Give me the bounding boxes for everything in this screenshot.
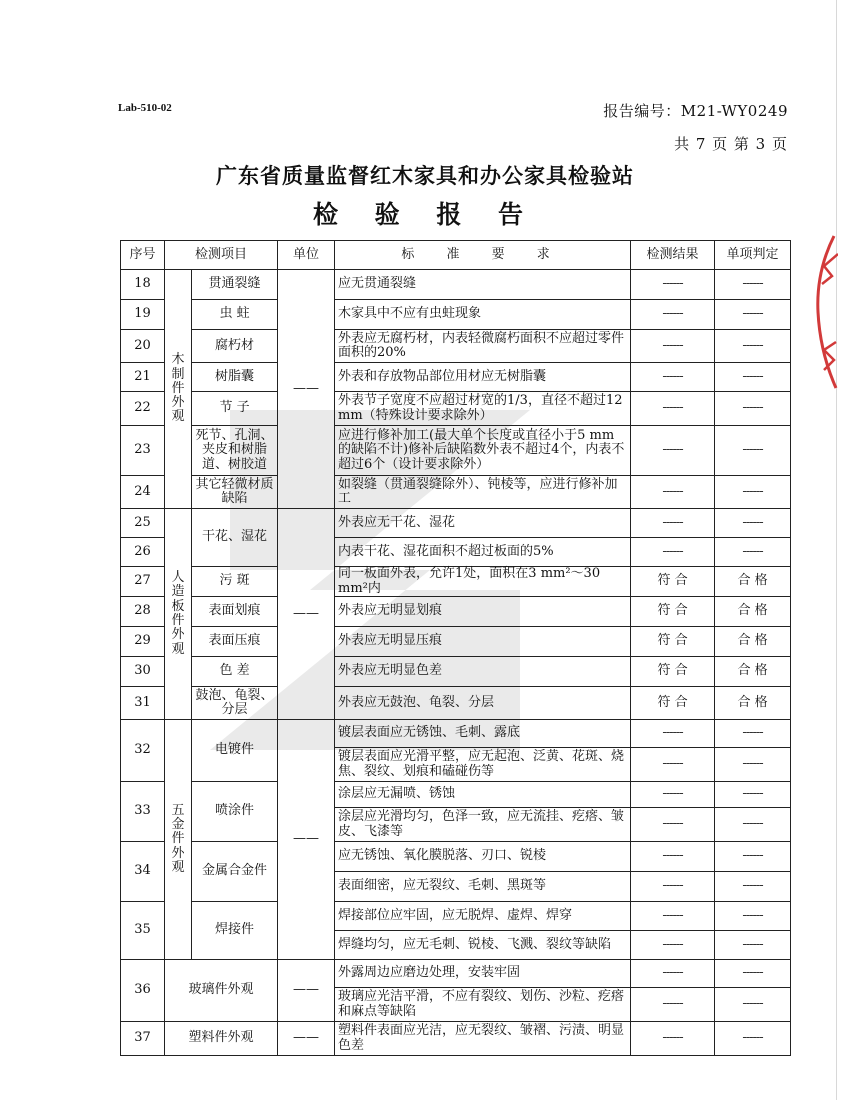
- result: ------: [631, 363, 715, 392]
- item-name: 表面压痕: [192, 627, 278, 657]
- judgment: ------: [715, 363, 791, 392]
- item-name: 焊接件: [192, 902, 278, 960]
- result: ------: [631, 300, 715, 330]
- item-name: 色 差: [192, 657, 278, 687]
- item-name: 金属合金件: [192, 842, 278, 902]
- table-row: [121, 627, 791, 657]
- table-row: [121, 657, 791, 687]
- result: ------: [631, 748, 715, 782]
- header-item: 检测项目: [165, 241, 278, 270]
- judgment: ------: [715, 509, 791, 538]
- requirement: 外表应无明显色差: [335, 657, 631, 687]
- table-row: [121, 1022, 791, 1056]
- result: ------: [631, 509, 715, 538]
- row-number: 32: [121, 720, 165, 782]
- judgment: ------: [715, 426, 791, 476]
- requirement: 外表应无腐朽材，内表轻微腐朽面积不应超过零件面积的20%: [335, 330, 631, 363]
- judgment: ------: [715, 782, 791, 808]
- row-number: 30: [121, 657, 165, 687]
- requirement: 涂层应无漏喷、锈蚀: [335, 782, 631, 808]
- inspection-table: [120, 240, 791, 1056]
- result: ------: [631, 902, 715, 931]
- item-name: 树脂囊: [192, 363, 278, 392]
- requirement: 外表节子宽度不应超过材宽的1/3，直径不超过12 mm（特殊设计要求除外）: [335, 392, 631, 426]
- requirement: 木家具中不应有虫蛀现象: [335, 300, 631, 330]
- judgment: ------: [715, 392, 791, 426]
- requirement: 如裂缝（贯通裂缝除外）、钝棱等，应进行修补加工: [335, 476, 631, 509]
- judgment: ------: [715, 808, 791, 842]
- judgment: 合 格: [715, 627, 791, 657]
- result: ------: [631, 782, 715, 808]
- result: ------: [631, 270, 715, 300]
- judgment: 合 格: [715, 597, 791, 627]
- judgment: ------: [715, 902, 791, 931]
- row-number: 19: [121, 300, 165, 330]
- requirement: 焊缝均匀，应无毛刺、锐棱、飞溅、裂纹等缺陷: [335, 931, 631, 960]
- row-number: 27: [121, 567, 165, 597]
- requirement: 镀层表面应光滑平整，应无起泡、泛黄、花斑、烧焦、裂纹、划痕和磕碰伤等: [335, 748, 631, 782]
- judgment: ------: [715, 960, 791, 988]
- lab-code: Lab-510-02: [118, 102, 172, 114]
- judgment: 合 格: [715, 567, 791, 597]
- item-name: 贯通裂缝: [192, 270, 278, 300]
- item-name: 死节、孔洞、夹皮和树脂道、树胶道: [192, 426, 278, 476]
- requirement: 同一板面外表，允许1处，面积在3 mm²～30 mm²内: [335, 567, 631, 597]
- header-judgment: 单项判定: [715, 241, 791, 270]
- document-title: 检 验 报 告: [312, 200, 538, 229]
- result: ------: [631, 426, 715, 476]
- table-row: [121, 392, 791, 426]
- item-name: 电镀件: [192, 720, 278, 782]
- group-label-text: 人造板件外观: [171, 570, 185, 657]
- judgment: 合 格: [715, 687, 791, 720]
- group-label-wood: [165, 270, 192, 509]
- item-name: 鼓泡、龟裂、分层: [192, 687, 278, 720]
- item-name: 表面划痕: [192, 597, 278, 627]
- page-info: 共 7 页 第 3 页: [674, 135, 788, 153]
- result: ------: [631, 872, 715, 902]
- unit-cell: ——: [278, 960, 335, 1022]
- table-row: [121, 300, 791, 330]
- row-number: 28: [121, 597, 165, 627]
- requirement: 焊接部位应牢固，应无脱焊、虚焊、焊穿: [335, 902, 631, 931]
- report-number: 报告编号：M21-WY0249: [603, 102, 788, 120]
- header-result: 检测结果: [631, 241, 715, 270]
- result: ------: [631, 842, 715, 872]
- item-name: 塑料件外观: [165, 1022, 278, 1056]
- result: ------: [631, 330, 715, 363]
- table-row: [121, 476, 791, 509]
- result: ------: [631, 931, 715, 960]
- row-number: 25: [121, 509, 165, 538]
- judgment: ------: [715, 872, 791, 902]
- judgment: ------: [715, 538, 791, 567]
- judgment: ------: [715, 720, 791, 748]
- row-number: 31: [121, 687, 165, 720]
- requirement: 外表和存放物品部位用材应无树脂囊: [335, 363, 631, 392]
- requirement: 外露周边应磨边处理，安装牢固: [335, 960, 631, 988]
- judgment: ------: [715, 988, 791, 1022]
- group-label-text: 木制件外观: [171, 352, 185, 425]
- row-number: 24: [121, 476, 165, 509]
- result: ------: [631, 476, 715, 509]
- row-number: 23: [121, 426, 165, 476]
- requirement: 内表干花、湿花面积不超过板面的5%: [335, 538, 631, 567]
- result: 符 合: [631, 687, 715, 720]
- result: ------: [631, 808, 715, 842]
- group-label-panel: [165, 509, 192, 720]
- row-number: 21: [121, 363, 165, 392]
- judgment: ------: [715, 931, 791, 960]
- table-row: [121, 687, 791, 720]
- judgment: ------: [715, 748, 791, 782]
- item-name: 玻璃件外观: [165, 960, 278, 1022]
- result: ------: [631, 1022, 715, 1056]
- table-row: [121, 426, 791, 476]
- requirement: 表面细密，应无裂纹、毛刺、黑斑等: [335, 872, 631, 902]
- unit-cell: ——: [278, 509, 335, 720]
- item-name: 污 斑: [192, 567, 278, 597]
- result: ------: [631, 392, 715, 426]
- table-row: [121, 782, 791, 808]
- organization-title: 广东省质量监督红木家具和办公家具检验站: [216, 164, 634, 188]
- item-name: 虫 蛀: [192, 300, 278, 330]
- table-row: [121, 720, 791, 748]
- requirement: 应进行修补加工(最大单个长度或直径小于5 mm的缺陷不计)修补后缺陷数外表不超过4个，内表不超过6个（设计要求除外）: [335, 426, 631, 476]
- judgment: ------: [715, 270, 791, 300]
- judgment: ------: [715, 1022, 791, 1056]
- judgment: ------: [715, 300, 791, 330]
- result: 符 合: [631, 567, 715, 597]
- row-number: 34: [121, 842, 165, 902]
- table-row: [121, 270, 791, 300]
- table-row: [121, 842, 791, 872]
- result: 符 合: [631, 657, 715, 687]
- item-name: 节 子: [192, 392, 278, 426]
- result: ------: [631, 720, 715, 748]
- header-no: 序号: [121, 241, 165, 270]
- result: ------: [631, 538, 715, 567]
- table-header-row: [121, 241, 791, 270]
- row-number: 29: [121, 627, 165, 657]
- requirement: 外表应无鼓泡、龟裂、分层: [335, 687, 631, 720]
- result: 符 合: [631, 597, 715, 627]
- requirement: 外表应无干花、湿花: [335, 509, 631, 538]
- requirement: 涂层应光滑均匀，色泽一致，应无流挂、疙瘩、皱皮、飞漆等: [335, 808, 631, 842]
- row-number: 20: [121, 330, 165, 363]
- result: ------: [631, 960, 715, 988]
- red-seal-stamp: [812, 232, 838, 392]
- table-row: [121, 902, 791, 931]
- row-number: 18: [121, 270, 165, 300]
- table-row: [121, 597, 791, 627]
- table-row: [121, 363, 791, 392]
- row-number: 26: [121, 538, 165, 567]
- table-row: [121, 960, 791, 988]
- table-row: [121, 567, 791, 597]
- requirement: 外表应无明显压痕: [335, 627, 631, 657]
- item-name: 腐朽材: [192, 330, 278, 363]
- item-name: 干花、湿花: [192, 509, 278, 567]
- row-number: 37: [121, 1022, 165, 1056]
- group-label-text: 五金件外观: [171, 802, 185, 875]
- requirement: 外表应无明显划痕: [335, 597, 631, 627]
- unit-cell: ——: [278, 1022, 335, 1056]
- unit-cell: ——: [278, 270, 335, 509]
- row-number: 36: [121, 960, 165, 1022]
- requirement: 塑料件表面应光洁，应无裂纹、皱褶、污渍、明显色差: [335, 1022, 631, 1056]
- requirement: 玻璃应光洁平滑，不应有裂纹、划伤、沙粒、疙瘩和麻点等缺陷: [335, 988, 631, 1022]
- requirement: 镀层表面应无锈蚀、毛刺、露底: [335, 720, 631, 748]
- row-number: 22: [121, 392, 165, 426]
- table-row: [121, 330, 791, 363]
- item-name: 喷涂件: [192, 782, 278, 842]
- header-standard: 标 准 要 求: [335, 241, 631, 270]
- result: 符 合: [631, 627, 715, 657]
- item-name: 其它轻微材质缺陷: [192, 476, 278, 509]
- judgment: ------: [715, 476, 791, 509]
- requirement: 应无贯通裂缝: [335, 270, 631, 300]
- result: ------: [631, 988, 715, 1022]
- judgment: 合 格: [715, 657, 791, 687]
- header-unit: 单位: [278, 241, 335, 270]
- judgment: ------: [715, 330, 791, 363]
- row-number: 33: [121, 782, 165, 842]
- judgment: ------: [715, 842, 791, 872]
- group-label-metal: [165, 720, 192, 960]
- unit-cell: ——: [278, 720, 335, 960]
- requirement: 应无锈蚀、氧化膜脱落、刃口、锐棱: [335, 842, 631, 872]
- row-number: 35: [121, 902, 165, 960]
- table-row: [121, 509, 791, 538]
